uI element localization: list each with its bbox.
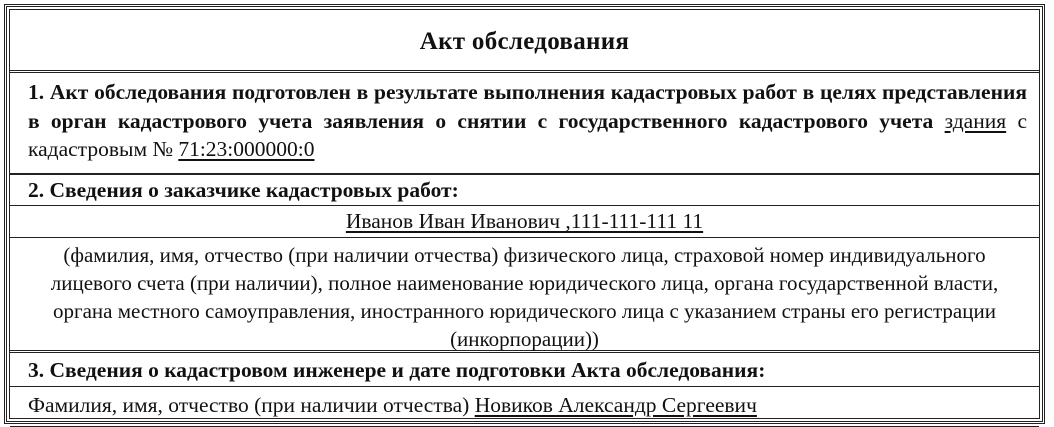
customer-value-wrap [10, 206, 1039, 237]
engineer-line [10, 387, 1039, 423]
section-1-text [10, 73, 1039, 164]
document-title: Акт обследования [419, 28, 630, 55]
customer-value: Иванов Иван Иванович ,111-111-111 11 [345, 209, 704, 233]
customer-note: (фамилия, имя, отчество (при наличии отчества) физического лица, страховой номер индивидуального лицевого счета (при наличии), полное наименование юридического лица, органа государственной власти, органа местного самоуправления, иностранного юридического лица с указанием страны его регистрации (инкорпорации)) [50, 243, 999, 351]
cadastral-prefix: с кадастровым № [28, 108, 1027, 161]
engineer-row [10, 387, 1039, 427]
section-2-heading-row [10, 175, 1039, 206]
title-row [10, 10, 1039, 73]
section-1-row [10, 73, 1039, 175]
form-frame [9, 9, 1040, 419]
section-3-heading: 3. Сведения о кадастровом инженере и дате подготовки Акта обследования: [28, 358, 766, 382]
section-2-heading: 2. Сведения о заказчике кадастровых работ: [28, 178, 459, 202]
object-type: здания [944, 108, 1007, 133]
customer-row [10, 206, 1039, 238]
engineer-name-label: Фамилия, имя, отчество (при наличии отчества) [28, 393, 470, 417]
engineer-name: Новиков Александр Сергеевич [474, 393, 757, 417]
section-3-heading-row [10, 353, 1039, 387]
survey-act-form [4, 4, 1045, 424]
cadastral-number: 71:23:000000:0 [178, 137, 315, 161]
section-1-lead: 1. Акт обследования подготовлен в результате выполнения кадастровых работ в целях представления в орган кадастрового учета заявления о снятии с государственного кадастрового учета [28, 80, 1027, 133]
customer-note-row [10, 238, 1039, 353]
